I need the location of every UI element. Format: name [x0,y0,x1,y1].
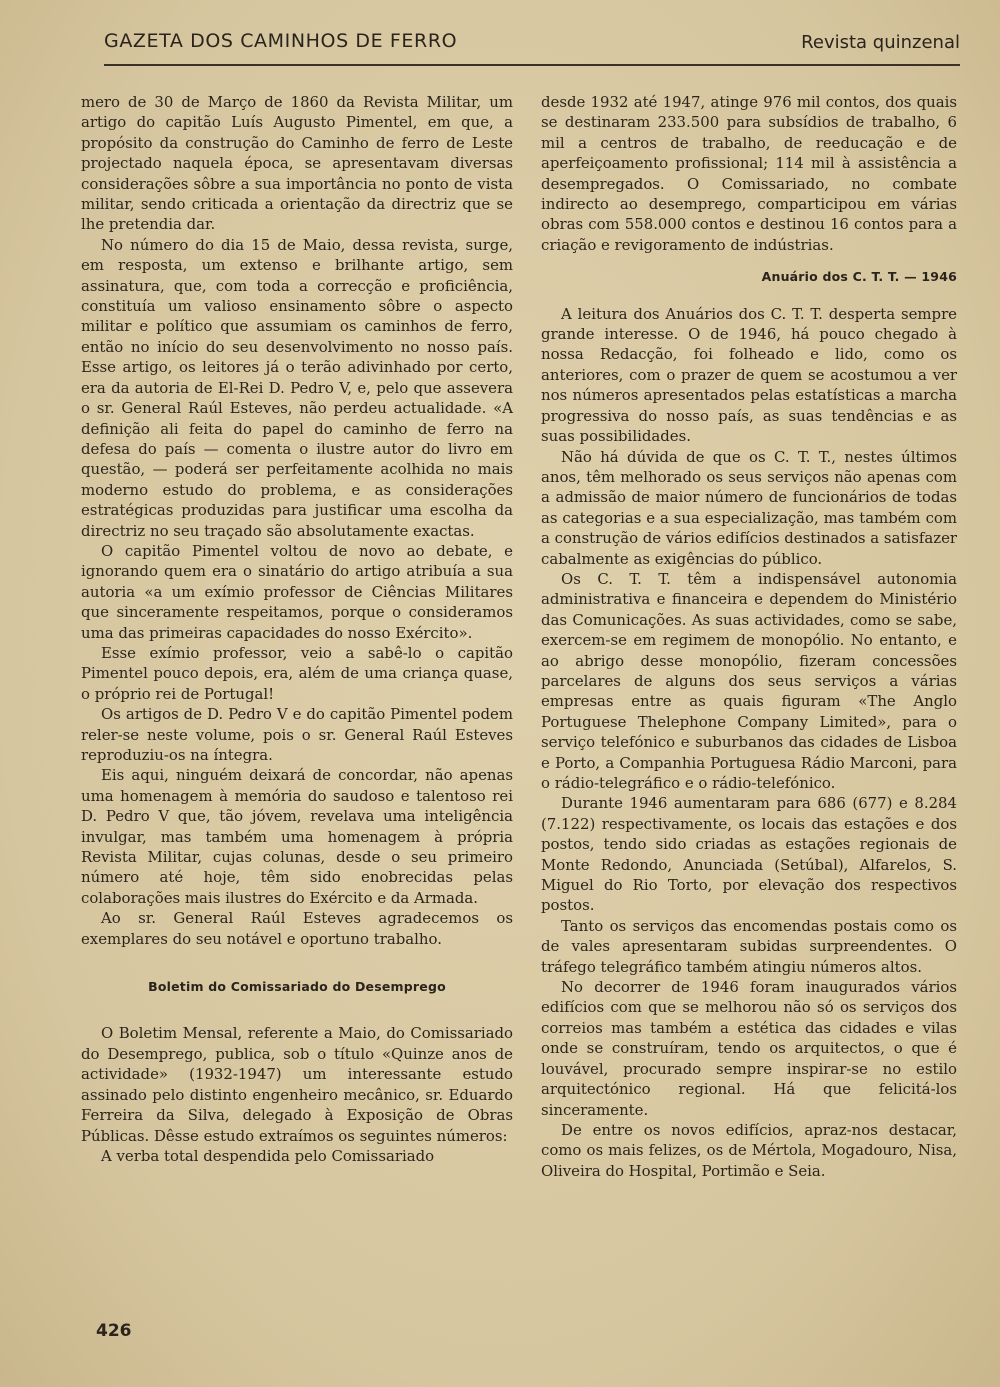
page-header [104,30,960,66]
paragraph: O capitão Pimentel voltou de novo ao debate, e ignorando quem era o sinatário do artigo atribuía a sua autoria «a um exímio professor de Ciências Militares que sinceramente respeitamos, porque o consideramos uma das primeiras capacidades do nosso Exército». [81,541,513,642]
publication-subtitle: Revista quinzenal [801,32,960,53]
paragraph: desde 1932 até 1947, atinge 976 mil contos, dos quais se destinaram 233.500 para subsídios de trabalho, 6 mil a centros de trabalho, de reeducação e de aperfeiçoamento profissional; 114 mil à assistência a desempregados. O Comissariado, no combate indirecto ao desemprego, comparticipou em várias obras com 558.000 contos e destinou 16 contos para a criação e revigoramento de indústrias. [541,93,957,254]
paragraph: Durante 1946 aumentaram para 686 (677) e 8.284 (7.122) respectivamente, os locais das estações e dos postos, tendo sido criadas as estações regionais de Monte Redondo, Anunciada (Setúbal), Alfarelos, S. Miguel do Rio Torto, por elevação dos respectivos postos. [541,794,957,915]
paragraph: Os C. T. T. têm a indispensável autonomia administrativa e financeira e dependem do Ministério das Comunicações. As suas actividades, como se sabe, exercem-se em regimem de monopólio. No entanto, e ao abrigo desse monopólio, fizeram concessões parcelares de alguns dos seus serviços a várias empresas entre as quais figuram «The Anglo Portuguese Thelephone Company Limited», para o serviço telefónico e suburbanos das cidades de Lisboa e Porto, a Companhia Portuguesa Rádio Marconi, para o rádio-telegráfico e o rádio-telefónico. [541,569,957,792]
left-column [81,92,513,1166]
section-title: Boletim do Comissariado do Desemprego [148,979,446,995]
page-number: 426 [96,1321,132,1341]
paragraph: Os artigos de D. Pedro V e do capitão Pimentel podem reler-se neste volume, pois o sr. General Raúl Esteves reproduziu-os na íntegra. [81,705,513,764]
paragraph: Ao sr. General Raúl Esteves agradecemos os exemplares do seu notável e oportuno trabalho. [81,909,513,948]
paragraph: A leitura dos Anuários dos C. T. T. desperta sempre grande interesse. O de 1946, há pouco chegado à nossa Redacção, foi folheado e lido, como os anteriores, com o prazer de quem se acostumou a ver nos números apresentados pelas estatísticas a marcha progressiva do nosso país, as suas tendências e as suas possibilidades. [541,304,957,446]
paragraph: Eis aqui, ninguém deixará de concordar, não apenas uma homenagem à memória do saudoso e talentoso rei D. Pedro V que, tão jóvem, revelava uma inteligência invulgar, mas também uma homenagem à própria Revista Militar, cujas colunas, desde o seu primeiro número até hoje, têm sido enobrecidas pelas colaborações mais ilustres do Exército e da Armada. [81,766,513,907]
right-column [541,92,957,1181]
section-title: Anuário dos C. T. T. — 1946 [761,269,957,285]
paragraph: No decorrer de 1946 foram inaugurados vários edifícios com que se melhorou não só os serviços dos correios mas também a estética das cidades e vilas onde se construíram, tendo os arquitectos, o que é louvável, procurado sempre inspirar-se no estilo arquitectónico regional. Há que felicitá-los sinceramente. [541,978,957,1119]
paragraph: mero de 30 de Março de 1860 da Revista Militar, um artigo do capitão Luís Augusto Pimentel, em que, a propósito da construção do Caminho de ferro de Leste projectado naquela época, se apresentavam diversas considerações sôbre a sua importância no ponto de vista militar, sendo criticada a orientação da directriz que se lhe pretendia dar. [81,93,513,234]
paragraph: A verba total despendida pelo Comissariado [101,1146,435,1165]
paragraph: O Boletim Mensal, referente a Maio, do Comissariado do Desemprego, publica, sob o título «Quinze anos de actividade» (1932-1947) um interessante estudo assinado pelo distinto engenheiro mecânico, sr. Eduardo Ferreira da Silva, delegado à Exposição de Obras Públicas. Dêsse estudo extraímos os seguintes números: [81,1024,513,1145]
paragraph: Esse exímio professor, veio a sabê-lo o capitão Pimentel pouco depois, era, além de uma criança quase, o próprio rei de Portugal! [81,643,513,703]
paragraph: Tanto os serviços das encomendas postais como os de vales apresentaram subidas surpreendentes. O tráfego telegráfico também atingiu números altos. [541,916,957,976]
paragraph: De entre os novos edifícios, apraz-nos destacar, como os mais felizes, os de Mértola, Mogadouro, Nisa, Oliveira do Hospital, Portimão e Seia. [541,1120,957,1180]
publication-title: GAZETA DOS CAMINHOS DE FERRO [104,30,458,52]
paragraph: Não há dúvida de que os C. T. T., nestes últimos anos, têm melhorado os seus serviços não apenas com a admissão de maior número de funcionários de todas as categorias e a sua especialização, mas também com a construção de vários edifícios destinados a satisfazer cabalmente as exigências do público. [541,447,957,568]
paragraph: No número do dia 15 de Maio, dessa revista, surge, em resposta, um extenso e brilhante artigo, sem assinatura, que, com toda a correcção e proficiência, constituía um valioso ensinamento sôbre o aspecto militar e político que assumiam os caminhos de ferro, então no início do seu desenvolvimento no nosso país. Esse artigo, os leitores já o terão adivinhado por certo, era da autoria de El-Rei D. Pedro V, e, pelo que assevera o sr. General Raúl Esteves, não perdeu actualidade. «A definição ali feita do papel do caminho de ferro na defesa do país — comenta o ilustre autor do livro em questão, — poderá ser perfeitamente acolhida no mais moderno estudo do problema, e as considerações estratégicas produzidas para justificar uma escolha da directriz no seu traçado são absolutamente exactas. [81,235,513,540]
